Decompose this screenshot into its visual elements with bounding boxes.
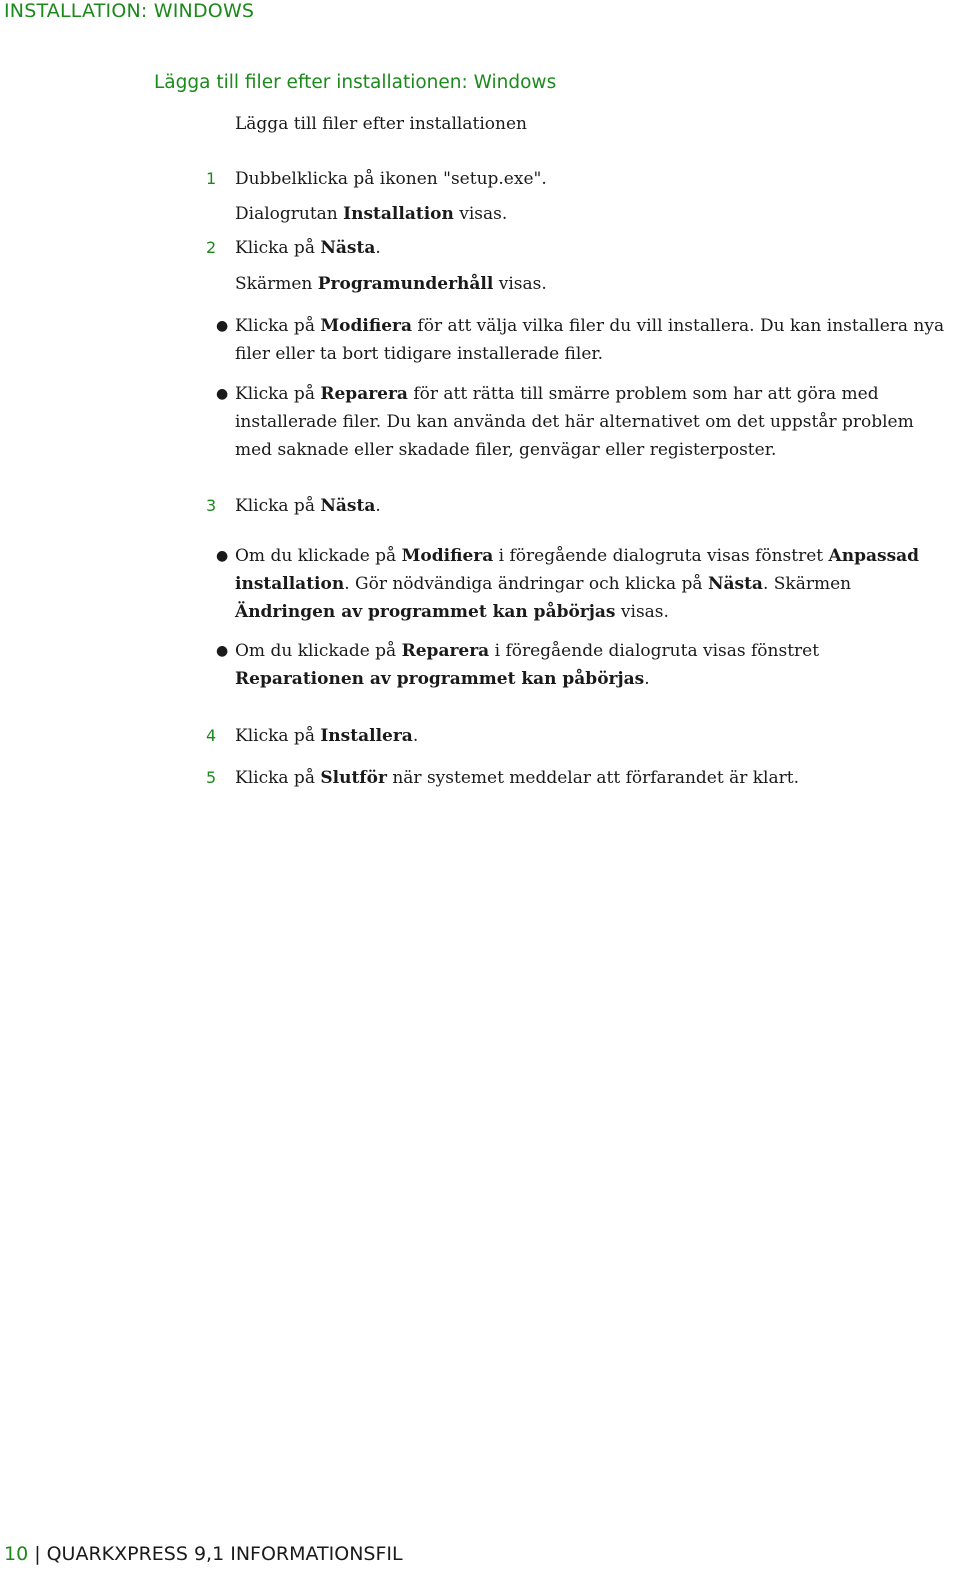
bullet-icon: ● — [216, 318, 229, 334]
intro-text: Lägga till filer efter installationen — [235, 114, 527, 134]
slutfor-term: Slutför — [320, 768, 387, 788]
footer-separator: | — [34, 1543, 41, 1565]
document-title: QUARKXPRESS 9,1 INFORMATIONSFIL — [46, 1543, 403, 1565]
section-heading: Lägga till filer efter installationen: Windows — [154, 72, 557, 93]
step-number-2: 2 — [206, 238, 217, 257]
modifiera-term: Modifiera — [320, 316, 413, 336]
installera-term: Installera — [320, 726, 413, 746]
step-5-text: Klicka på Slutför när systemet meddelar att förfarandet är klart. — [235, 768, 799, 788]
step-3-bullet-modifiera: Om du klickade på Modifiera i föregående dialogruta visas fönstret Anpassad installation. Gör nödvändiga ändringar och klicka på Nästa. Skärmen Ändringen av programmet kan påbörjas visas. — [235, 546, 920, 622]
step-2-text: Klicka på Nästa. — [235, 238, 381, 258]
step-number-1: 1 — [206, 169, 217, 188]
step-2-result: Skärmen Programunderhåll visas. — [235, 274, 547, 294]
bullet-icon: ● — [216, 548, 229, 564]
nasta-term: Nästa — [320, 238, 376, 258]
step-3-text: Klicka på Nästa. — [235, 496, 381, 516]
step-number-5: 5 — [206, 768, 217, 787]
step-2-bullet-reparera: Klicka på Reparera för att rätta till smärre problem som har att göra med installerade filer. Du kan använda det här alternativet om det uppstår problem med saknade eller skadade filer, genvägar eller registerposter. — [235, 384, 914, 460]
running-header: INSTALLATION: WINDOWS — [4, 0, 255, 22]
step-1-result: Dialogrutan Installation visas. — [235, 204, 508, 224]
step-number-3: 3 — [206, 496, 217, 515]
step-4-text: Klicka på Installera. — [235, 726, 419, 746]
step-number-4: 4 — [206, 726, 217, 745]
page-number: 10 — [4, 1543, 29, 1565]
bullet-icon: ● — [216, 643, 229, 659]
step-3-bullet-reparera: Om du klickade på Reparera i föregående dialogruta visas fönstret Reparationen av programmet kan påbörjas. — [235, 641, 820, 689]
nasta-term: Nästa — [320, 496, 376, 516]
step-2-bullet-modifiera: Klicka på Modifiera för att välja vilka filer du vill installera. Du kan installera nya filer eller ta bort tidigare installerade filer. — [235, 316, 945, 364]
programunderhall-term: Programunderhåll — [317, 274, 494, 294]
step-1-text: Dubbelklicka på ikonen "setup.exe". — [235, 169, 547, 189]
installation-term: Installation — [343, 204, 454, 224]
page-footer — [4, 1542, 403, 1566]
bullet-icon: ● — [216, 386, 229, 402]
reparera-term: Reparera — [320, 384, 408, 404]
